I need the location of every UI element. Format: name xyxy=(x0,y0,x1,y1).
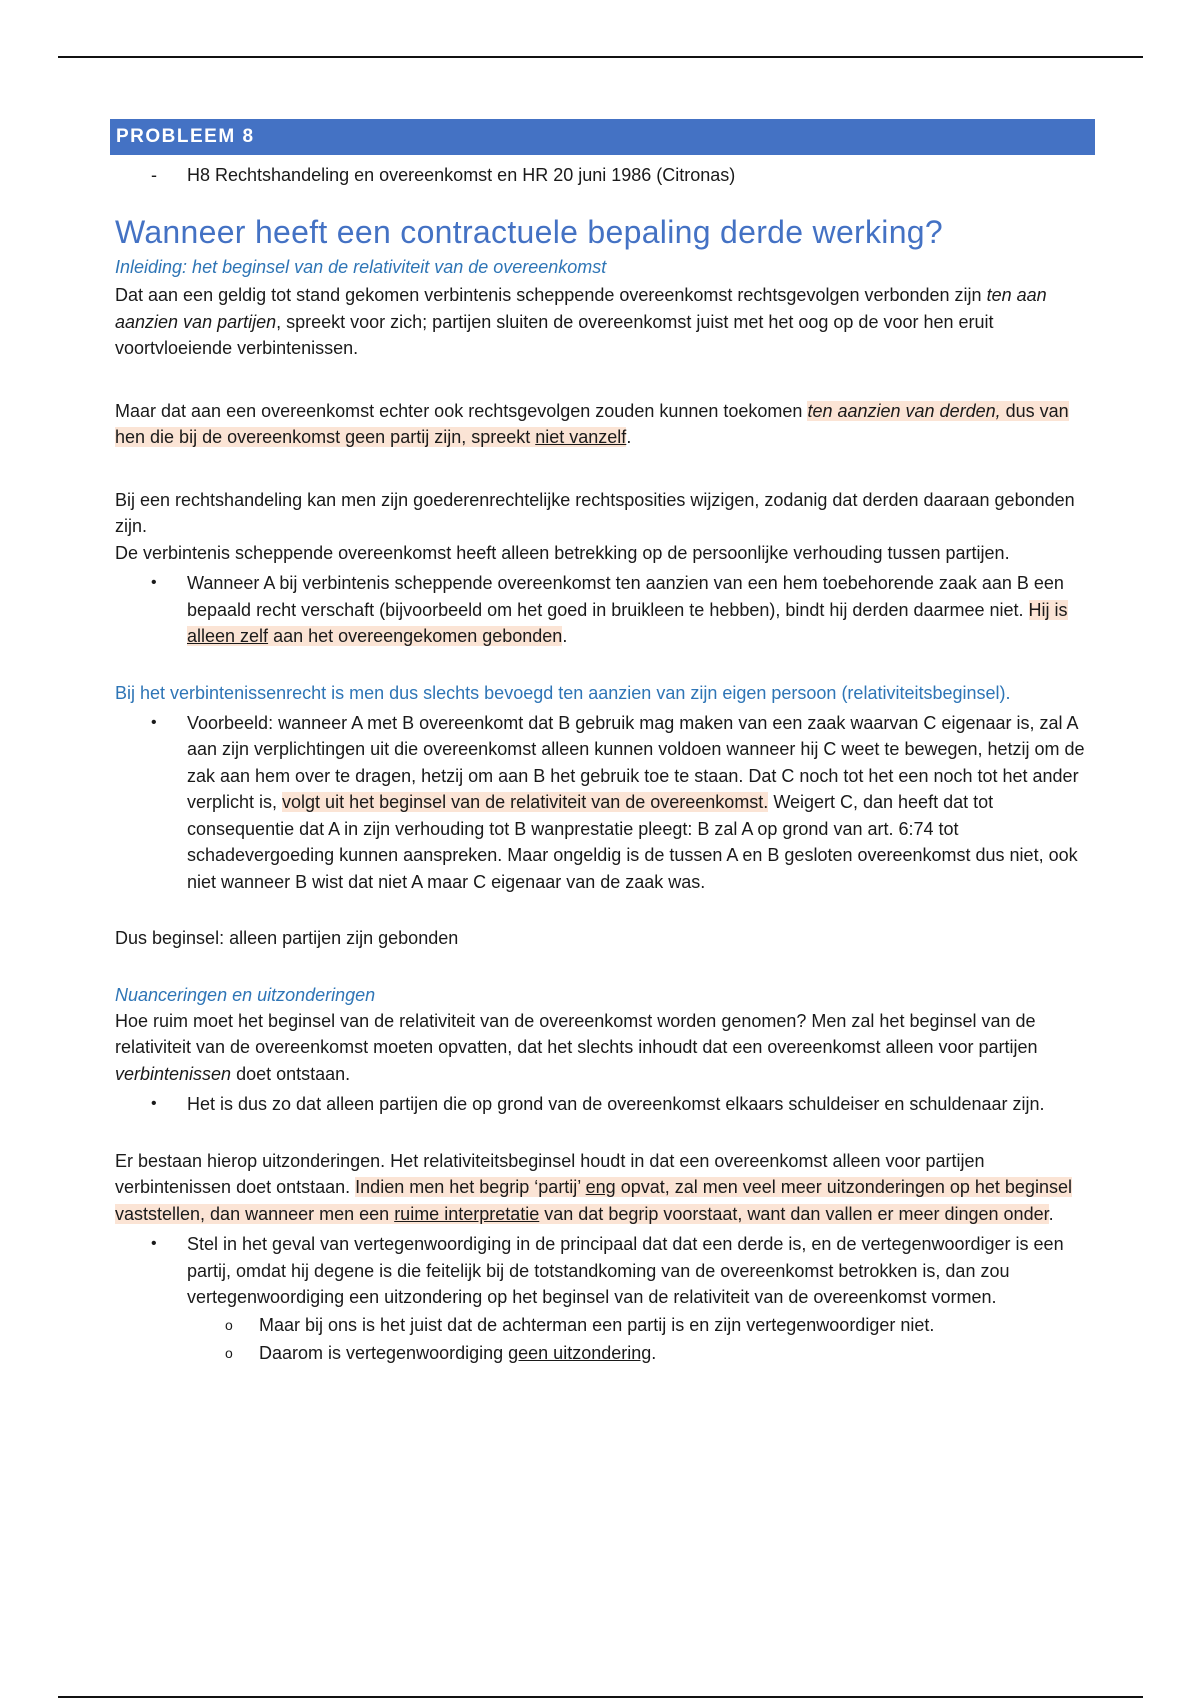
bullet-marker: • xyxy=(151,1095,157,1112)
list-item: • Wanneer A bij verbintenis scheppende overeenkomst ten aanzien van een hem toebehorende zaak aan B een bepaald recht verschaft (bijvoorbeeld om het goed in bruikleen te hebben), bindt hij derden daarmee niet. Hij is alleen zelf aan het overeengekomen gebonden. xyxy=(115,570,1090,650)
nuances-paragraph-1: Hoe ruim moet het beginsel van de relativiteit van de overeenkomst worden genomen? Men zal het beginsel van de relativiteit van de overeenkomst moeten opvatten, dat het slechts inhoudt dat een overeenkomst alleen voor partijen verbintenissen doet ontstaan. xyxy=(115,1010,1038,1084)
dash-item-text: H8 Rechtshandeling en overeenkomst en HR 20 juni 1986 (Citronas) xyxy=(187,165,736,185)
nuances-sub-list xyxy=(115,1311,1090,1367)
bottom-rule xyxy=(58,1696,1143,1698)
sub-list-item: o Daarom is vertegenwoordiging geen uitzondering. xyxy=(115,1339,1090,1367)
nuances-bullet-list-1 xyxy=(115,1091,1090,1118)
document-body xyxy=(115,119,1090,1367)
dash-marker: - xyxy=(151,165,157,185)
nuances-subtitle: Nuanceringen en uitzonderingen xyxy=(115,984,376,1005)
relativity-heading: Bij het verbintenissenrecht is men dus slechts bevoegd ten aanzien van zijn eigen persoon (relativiteitsbeginsel). xyxy=(115,682,1011,703)
bullet-marker: • xyxy=(151,1235,157,1252)
nuances-paragraph-2: Er bestaan hierop uitzonderingen. Het relativiteitsbeginsel houdt in dat een overeenkomst alleen voor partijen verbintenissen doet ontstaan. Indien men het begrip ‘partij’ eng opvat, zal men veel meer uitzonderingen op het beginsel vaststellen, dan wanneer men een ruime interpretatie van dat begrip voorstaat, want dan vallen er meer dingen onder. xyxy=(115,1150,1072,1224)
bullet-marker: • xyxy=(151,713,157,731)
top-rule xyxy=(58,56,1143,58)
sub-bullet-marker: o xyxy=(225,1344,233,1361)
relativity-bullet-list xyxy=(115,710,1090,896)
intro-paragraph-1: Dat aan een geldig tot stand gekomen verbintenis scheppende overeenkomst rechtsgevolgen verbonden zijn ten aan aanzien van partijen, spreekt voor zich; partijen sluiten de overeenkomst juist met het oog op de voor hen eruit voortvloeiende verbintenissen. xyxy=(115,285,1047,358)
list-item: • Voorbeeld: wanneer A met B overeenkomt dat B gebruik mag maken van een zaak waarvan C eigenaar is, zal A aan zijn verplichtingen uit die overeenkomst alleen kunnen voldoen wanneer hij C weet te bewegen, hetzij om de zak aan hem over te dragen, hetzij om aan B het gebruik toe te staan. Dat C noch tot het een noch tot het ander verplicht is, volgt uit het beginsel van de relativiteit van de overeenkomst. Weigert C, dan heeft dat tot consequentie dat A in zijn verhouding tot B wanprestatie pleegt: B zal A op grond van art. 6:74 tot schadevergoeding kunnen aanspreken. Maar ongeldig is de tussen A en B gesloten overeenkomst dus niet, ook niet wanneer B wist dat niet A maar C eigenaar van de zaak was. xyxy=(115,710,1090,896)
relativity-conclusion: Dus beginsel: alleen partijen zijn gebonden xyxy=(115,928,459,948)
list-item: • Het is dus zo dat alleen partijen die op grond van de overeenkomst elkaars schuldeiser en schuldenaar zijn. xyxy=(115,1091,1090,1118)
bullet-marker: • xyxy=(151,574,157,591)
intro-paragraph-2: Maar dat aan een overeenkomst echter ook rechtsgevolgen zouden kunnen toekomen ten aanzien van derden, dus van hen die bij de overeenkomst geen partij zijn, spreekt niet vanzelf. xyxy=(115,400,1069,447)
intro-paragraph-3: Bij een rechtshandeling kan men zijn goederenrechtelijke rechtsposities wijzigen, zodanig dat derden daaraan gebonden zijn. xyxy=(115,489,1075,536)
intro-bullet-list xyxy=(115,570,1090,650)
nuances-bullet-list-2 xyxy=(115,1231,1090,1311)
page-title: Wanneer heeft een contractuele bepaling derde werking? xyxy=(115,214,943,250)
intro-subtitle: Inleiding: het beginsel van de relativiteit van de overeenkomst xyxy=(115,257,607,277)
list-item: • Stel in het geval van vertegenwoordiging in de principaal dat dat een derde is, en de vertegenwoordiger is een partij, omdat hij degene is die feitelijk bij de totstandkoming van de overeenkomst betrokken is, dan zou vertegenwoordiging een uitzondering op het beginsel van de relativiteit van de overeenkomst vormen. xyxy=(115,1231,1090,1311)
section-banner: PROBLEEM 8 xyxy=(110,119,1095,155)
intro-paragraph-4: De verbintenis scheppende overeenkomst heeft alleen betrekking op de persoonlijke verhouding tussen partijen. xyxy=(115,542,1010,563)
dash-list-item xyxy=(115,162,1090,188)
sub-list-item: o Maar bij ons is het juist dat de achterman een partij is en zijn vertegenwoordiger niet. xyxy=(115,1311,1090,1339)
sub-bullet-marker: o xyxy=(225,1316,233,1333)
